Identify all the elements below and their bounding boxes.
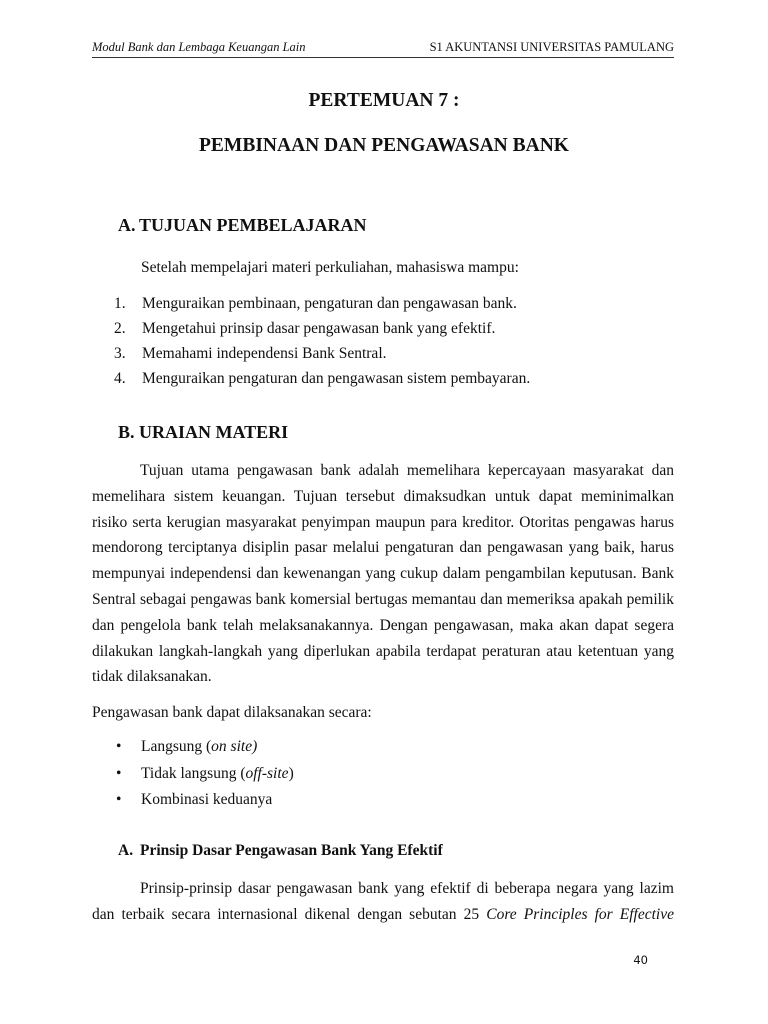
section-a-heading bbox=[118, 215, 367, 236]
body-paragraph bbox=[92, 458, 674, 690]
list-item-text: Memahami independensi Bank Sentral. bbox=[142, 345, 387, 362]
objectives-intro: Setelah mempelajari materi perkuliahan, mahasiswa mampu: bbox=[141, 259, 519, 276]
supervision-methods-list bbox=[116, 737, 294, 817]
paragraph-line: memelihara sistem keuangan. Tujuan tersebut dimaksudkan untuk dapat meminimalkan bbox=[92, 487, 674, 505]
subsection-title: Prinsip Dasar Pengawasan Bank Yang Efektif bbox=[140, 842, 443, 859]
objectives-list bbox=[114, 294, 530, 394]
paragraph-line: Tujuan utama pengawasan bank adalah memelihara kepercayaan masyarakat dan bbox=[140, 462, 674, 479]
section-b-number: B. bbox=[118, 422, 135, 442]
paragraph-line: Sentral sebagai pengawas bank komersial bertugas memantau dan memeriksa apakah pemilik bbox=[92, 590, 674, 608]
list-item bbox=[114, 319, 530, 344]
subsection-heading bbox=[118, 842, 443, 860]
section-b-heading bbox=[118, 422, 288, 443]
header-divider bbox=[92, 57, 674, 58]
bullet-text: Langsung ( bbox=[141, 738, 212, 755]
list-item-text: Mengetahui prinsip dasar pengawasan bank yang efektif. bbox=[142, 320, 496, 337]
bullet-icon: • bbox=[116, 764, 122, 782]
list-item-number: 3. bbox=[114, 345, 126, 362]
paragraph-line: tidak dilaksanakan. bbox=[92, 668, 212, 686]
list-item bbox=[114, 369, 530, 394]
paragraph-line bbox=[92, 902, 674, 928]
list-item-text: Menguraikan pembinaan, pengaturan dan pengawasan bank. bbox=[142, 295, 517, 312]
bullet-text: Kombinasi keduanya bbox=[141, 791, 273, 808]
subsection-number: A. bbox=[118, 842, 134, 859]
section-a-title: TUJUAN PEMBELAJARAN bbox=[139, 215, 367, 235]
paragraph-line: dan pengelola bank telah melaksanakannya. Dengan pengawasan, maka akan dapat segera bbox=[92, 616, 674, 634]
list-item-number: 2. bbox=[114, 320, 126, 337]
page-subtitle: PEMBINAAN DAN PENGAWASAN BANK bbox=[199, 135, 569, 156]
paragraph-text: dan terbaik secara internasional dikenal dengan sebutan 25 bbox=[92, 905, 487, 923]
page-number: 40 bbox=[633, 953, 648, 967]
list-item bbox=[116, 737, 294, 764]
paragraph-line: dilakukan langkah-langkah yang diperlukan apabila terdapat peraturan atau ketentuan yang bbox=[92, 642, 674, 660]
bullet-after: ) bbox=[288, 764, 294, 782]
paragraph-line: Prinsip-prinsip dasar pengawasan bank yang efektif di beberapa negara yang lazim bbox=[140, 880, 674, 897]
list-item bbox=[114, 294, 530, 319]
bullet-italic: on site) bbox=[211, 738, 258, 755]
section-a-number: A. bbox=[118, 215, 136, 235]
header-institution: S1 AKUNTANSI UNIVERSITAS PAMULANG bbox=[429, 40, 674, 54]
paragraph-line: mempunyai independensi dan kewenangan yang cukup dalam pengambilan keputusan. Bank bbox=[92, 565, 674, 583]
header-module-title: Modul Bank dan Lembaga Keuangan Lain bbox=[92, 40, 306, 54]
supervision-lead: Pengawasan bank dapat dilaksanakan secara: bbox=[92, 704, 372, 721]
running-header bbox=[92, 40, 674, 54]
bullet-icon: • bbox=[116, 791, 122, 808]
list-item-number: 4. bbox=[114, 370, 126, 387]
paragraph-line: risiko serta kerugian masyarakat penyimpan maupun para kreditor. Otoritas pengawas harus bbox=[92, 513, 674, 531]
list-item-number: 1. bbox=[114, 295, 126, 312]
page-title: PERTEMUAN 7 : bbox=[308, 90, 460, 111]
list-item bbox=[116, 764, 294, 791]
list-item bbox=[116, 790, 294, 817]
paragraph-italic: Core Principles for Effective bbox=[486, 905, 674, 923]
bullet-italic: off-site bbox=[245, 764, 289, 782]
section-b-title: URAIAN MATERI bbox=[139, 422, 289, 442]
list-item-text: Menguraikan pengaturan dan pengawasan sistem pembayaran. bbox=[142, 370, 531, 387]
list-item bbox=[114, 344, 530, 369]
paragraph-line: mendorong terciptanya disiplin pasar melalui pengaturan dan pengawasan yang baik, harus bbox=[92, 539, 674, 557]
principles-paragraph bbox=[92, 876, 674, 928]
bullet-icon: • bbox=[116, 738, 122, 755]
bullet-text: Tidak langsung ( bbox=[141, 764, 246, 782]
